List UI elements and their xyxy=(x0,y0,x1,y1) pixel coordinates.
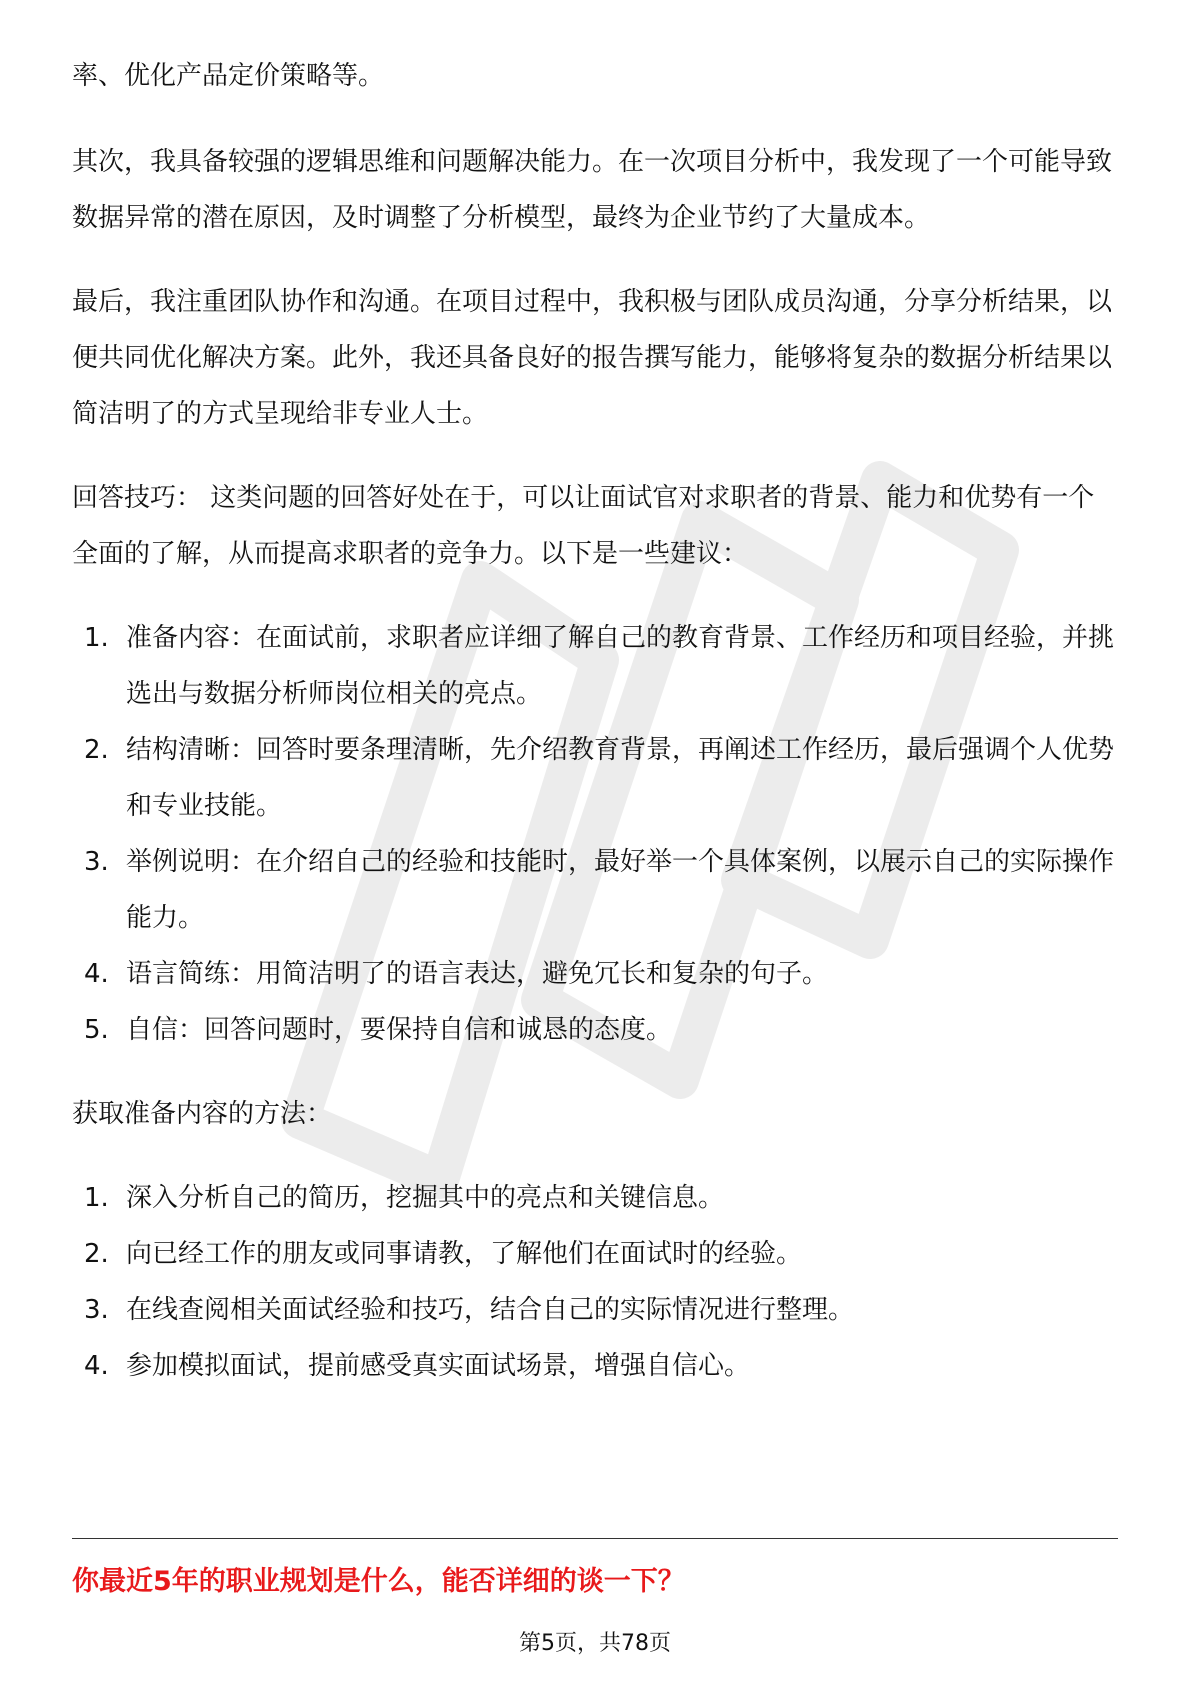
main-content xyxy=(72,48,1118,1422)
paragraph-answer-tips: 回答技巧： 这类问题的回答好处在于，可以让面试官对求职者的背景、能力和优势有一个全面的了解，从而提高求职者的竞争力。以下是一些建议： xyxy=(72,483,1095,569)
paragraph-logic-skills: 其次，我具备较强的逻辑思维和问题解决能力。在一次项目分析中，我发现了一个可能导致数据异常的潜在原因，及时调整了分析模型，最终为企业节约了大量成本。 xyxy=(72,147,1113,233)
list-item: 3. 举例说明：在介绍自己的经验和技能时，最好举一个具体案例，以展示自己的实际操作能力。 xyxy=(84,847,1115,933)
paragraph-teamwork: 最后，我注重团队协作和沟通。在项目过程中，我积极与团队成员沟通，分享分析结果，以便共同优化解决方案。此外，我还具备良好的报告撰写能力，能够将复杂的数据分析结果以简洁明了的方式呈现给非专业人士。 xyxy=(72,287,1113,429)
next-question-heading: 你最近5年的职业规划是什么，能否详细的谈一下？ xyxy=(72,1566,685,1597)
list-item: 2. 结构清晰：回答时要条理清晰，先介绍教育背景，再阐述工作经历，最后强调个人优势和专业技能。 xyxy=(84,735,1115,821)
list-item: 2. 向已经工作的朋友或同事请教，了解他们在面试时的经验。 xyxy=(84,1239,803,1269)
list-item: 1. 准备内容：在面试前，求职者应详细了解自己的教育背景、工作经历和项目经验，并挑选出与数据分析师岗位相关的亮点。 xyxy=(84,623,1115,709)
list-item: 4. 参加模拟面试，提前感受真实面试场景，增强自信心。 xyxy=(84,1351,751,1381)
paragraph-continuation: 率、优化产品定价策略等。 xyxy=(72,61,385,91)
page-number-footer: 第5页，共78页 xyxy=(519,1631,671,1656)
paragraph-methods-heading: 获取准备内容的方法： xyxy=(72,1099,333,1129)
methods-list xyxy=(72,1170,1118,1394)
tips-list xyxy=(72,610,1118,1058)
list-item: 4. 语言简练：用简洁明了的语言表达，避免冗长和复杂的句子。 xyxy=(84,959,829,989)
list-item: 1. 深入分析自己的简历，挖掘其中的亮点和关键信息。 xyxy=(84,1183,725,1213)
list-item: 3. 在线查阅相关面试经验和技巧，结合自己的实际情况进行整理。 xyxy=(84,1295,855,1325)
list-item: 5. 自信：回答问题时，要保持自信和诚恳的态度。 xyxy=(84,1015,673,1045)
section-divider xyxy=(72,1538,1118,1539)
